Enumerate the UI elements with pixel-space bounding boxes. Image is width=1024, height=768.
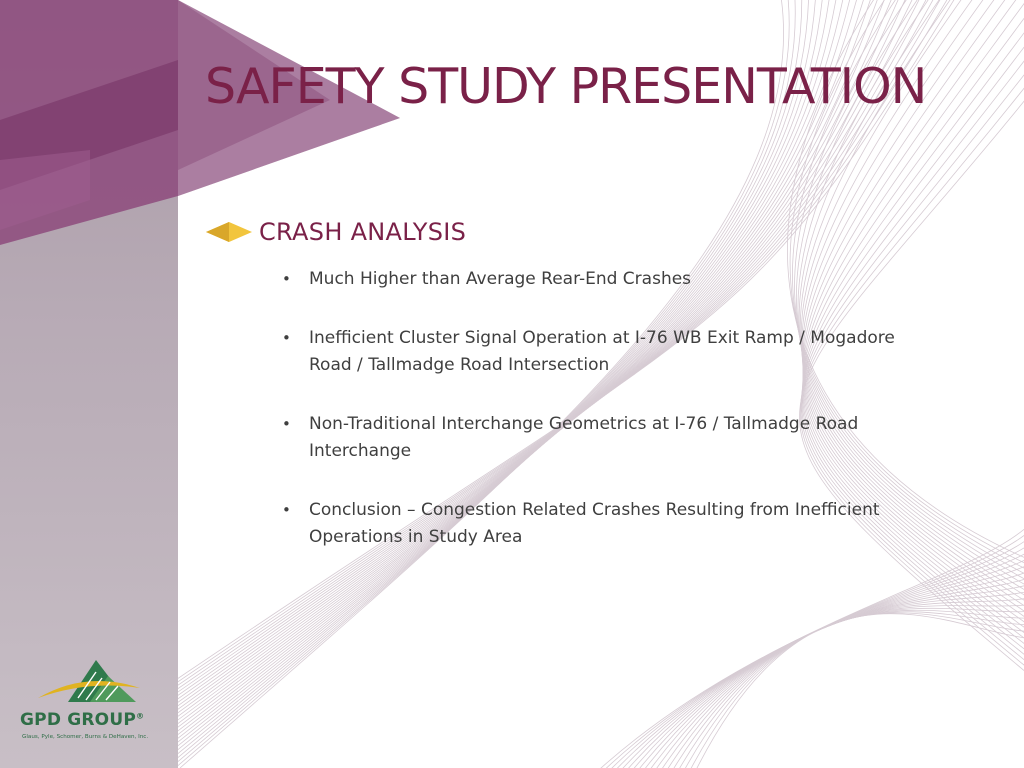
list-item-text: Non-Traditional Interchange Geometrics at I-76 / Tallmadge Road Interchange [309,414,859,461]
list-item-text: Much Higher than Average Rear-End Crashes [309,269,692,289]
bullet-dot-icon: • [282,501,291,519]
bullet-dot-icon: • [282,270,291,288]
list-item [282,325,942,379]
list-item-text: Conclusion – Congestion Related Crashes Resulting from Inefficient Operations in Study Area [309,500,880,547]
list-item [282,266,942,293]
slide-title: SAFETY STUDY PRESENTATION [205,58,927,115]
bullet-dot-icon: • [282,329,291,347]
section-heading-label: CRASH ANALYSIS [259,218,467,246]
list-item [282,497,942,551]
bullet-dot-icon: • [282,415,291,433]
diamond-bullet-icon [206,222,252,242]
bullet-list [282,266,942,583]
list-item-text: Inefficient Cluster Signal Operation at I-76 WB Exit Ramp / Mogadore Road / Tallmadge Road Intersection [309,328,895,375]
list-item [282,411,942,465]
section-heading [206,216,466,248]
logo-tagline: Glaus, Pyle, Schomer, Burns & DeHaven, Inc. [22,734,149,740]
logo-wordmark: GPD GROUP® [20,710,145,730]
